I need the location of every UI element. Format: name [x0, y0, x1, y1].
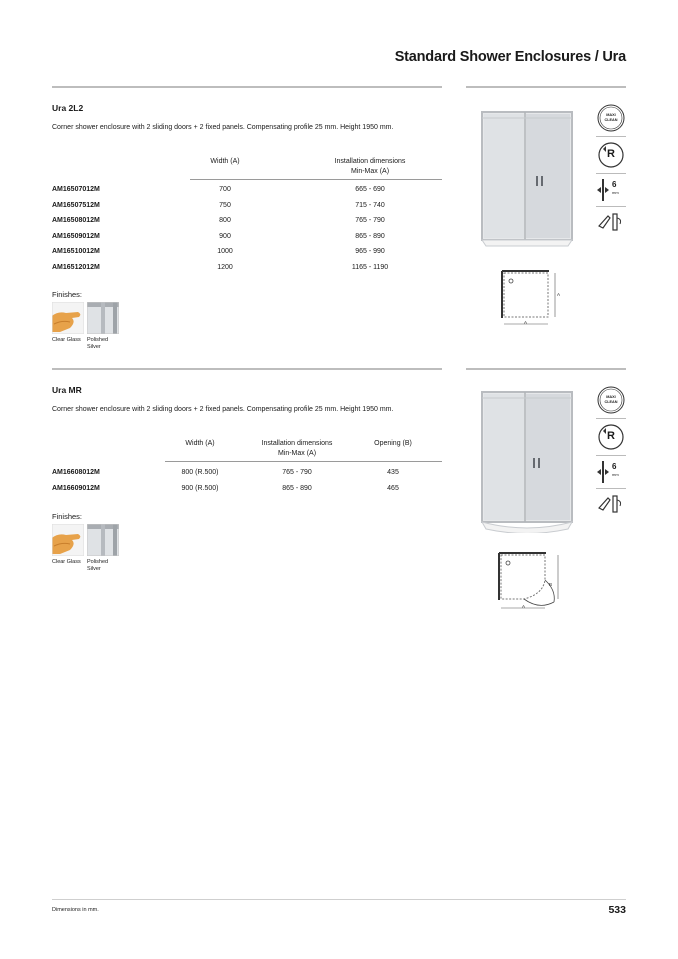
footnote: Dimensions in mm. [52, 907, 99, 913]
section-description: Corner shower enclosure with 2 sliding doors + 2 fixed panels. Compensating profile 25 mm. Height 1950 mm. [52, 406, 394, 413]
install-value: 865 - 890 [355, 232, 385, 240]
opening-value: 435 [387, 469, 399, 476]
reversible-icon: R [596, 422, 626, 452]
width-value: 900 [219, 232, 231, 240]
shower-enclosure-photo-icon [478, 388, 576, 533]
install-value: 715 - 740 [355, 201, 385, 209]
floor-plan-icon [497, 268, 567, 330]
hand-cleaning-icon [596, 210, 626, 234]
finish-swatch-polished-silver [87, 302, 119, 339]
feature-icons [596, 103, 626, 234]
install-value: 965 - 990 [355, 248, 385, 255]
finish-caption: Polished Silver [87, 559, 109, 572]
diagram-label: B [549, 582, 553, 587]
finish-swatch-polished-silver [87, 524, 119, 561]
width-value: 700 [219, 186, 231, 193]
install-value: 865 - 890 [282, 484, 312, 492]
page-number: 533 [608, 904, 626, 916]
finish-caption: Clear Glass [52, 337, 81, 343]
width-value: 900 (R.500) [181, 484, 219, 492]
product-code: AM16507512M [52, 201, 100, 209]
finishes-label: Finishes: [52, 512, 83, 521]
finishes-label: Finishes: [52, 290, 83, 299]
page-title: Standard Shower Enclosures / Ura [394, 49, 626, 65]
clear-glass-swatch-icon [52, 302, 84, 334]
table-rule [190, 179, 442, 180]
width-value: 750 [219, 201, 231, 209]
maxi-clean-badge-icon: MAXI CLEAN [596, 385, 626, 415]
section-description: Corner shower enclosure with 2 sliding doors + 2 fixed panels. Compensating profile 25 mm. Height 1950 mm. [52, 124, 394, 131]
product-code: AM16608012M [52, 469, 100, 476]
col-header-opening: Opening (B) [374, 440, 412, 447]
product-photo-ura-mr [478, 388, 576, 538]
install-value: 665 - 690 [355, 186, 385, 193]
maxi-clean-badge-icon: MAXI CLEAN [596, 103, 626, 133]
product-code: AM16609012M [52, 484, 100, 492]
finish-swatch-clear-glass [52, 302, 84, 339]
width-value: 1000 [217, 248, 233, 255]
table-rule [165, 461, 442, 462]
diagram-label: A [524, 320, 528, 325]
section-divider [466, 368, 626, 370]
col-header-install: Installation dimensions Min-Max (A) [261, 440, 333, 457]
install-value: 1165 - 1190 [351, 263, 389, 271]
footer-rule [52, 899, 626, 900]
col-header-install: Installation dimensions Min-Max (A) [334, 158, 406, 175]
hand-cleaning-icon [596, 492, 626, 516]
floor-plan-icon [494, 550, 566, 614]
width-value: 1200 [217, 263, 233, 271]
diagram-label: A [557, 292, 561, 297]
polished-silver-swatch-icon [87, 302, 119, 334]
floor-plan-diagram [497, 268, 567, 335]
finish-swatch-clear-glass [52, 524, 84, 561]
col-header-width: Width (A) [210, 158, 240, 165]
glass-thickness-icon: 6 mm [596, 459, 626, 485]
install-value: 765 - 790 [282, 469, 312, 476]
width-value: 800 (R.500) [181, 469, 219, 476]
product-code: AM16507012M [52, 186, 100, 193]
section-title: Ura MR [52, 385, 82, 395]
product-code: AM16508012M [52, 217, 100, 224]
diagram-label: A [522, 604, 526, 609]
product-code: AM16510012M [52, 248, 100, 255]
floor-plan-diagram [494, 550, 566, 619]
section-divider [52, 86, 442, 88]
finish-caption: Clear Glass [52, 559, 81, 565]
product-code: AM16512012M [52, 263, 100, 271]
finish-caption: Polished Silver [87, 337, 109, 350]
width-value: 800 [219, 217, 231, 224]
col-header-width: Width (A) [185, 440, 215, 447]
clear-glass-swatch-icon [52, 524, 84, 556]
section-divider [52, 368, 442, 370]
product-photo-ura-2l2 [478, 108, 576, 253]
shower-enclosure-photo-icon [478, 108, 576, 248]
feature-icons [596, 385, 626, 516]
install-value: 765 - 790 [355, 217, 385, 224]
section-title: Ura 2L2 [52, 103, 84, 113]
reversible-icon: R [596, 140, 626, 170]
opening-value: 465 [387, 484, 399, 492]
section-divider [466, 86, 626, 88]
glass-thickness-icon: 6 mm [596, 177, 626, 203]
polished-silver-swatch-icon [87, 524, 119, 556]
product-code: AM16509012M [52, 232, 100, 240]
